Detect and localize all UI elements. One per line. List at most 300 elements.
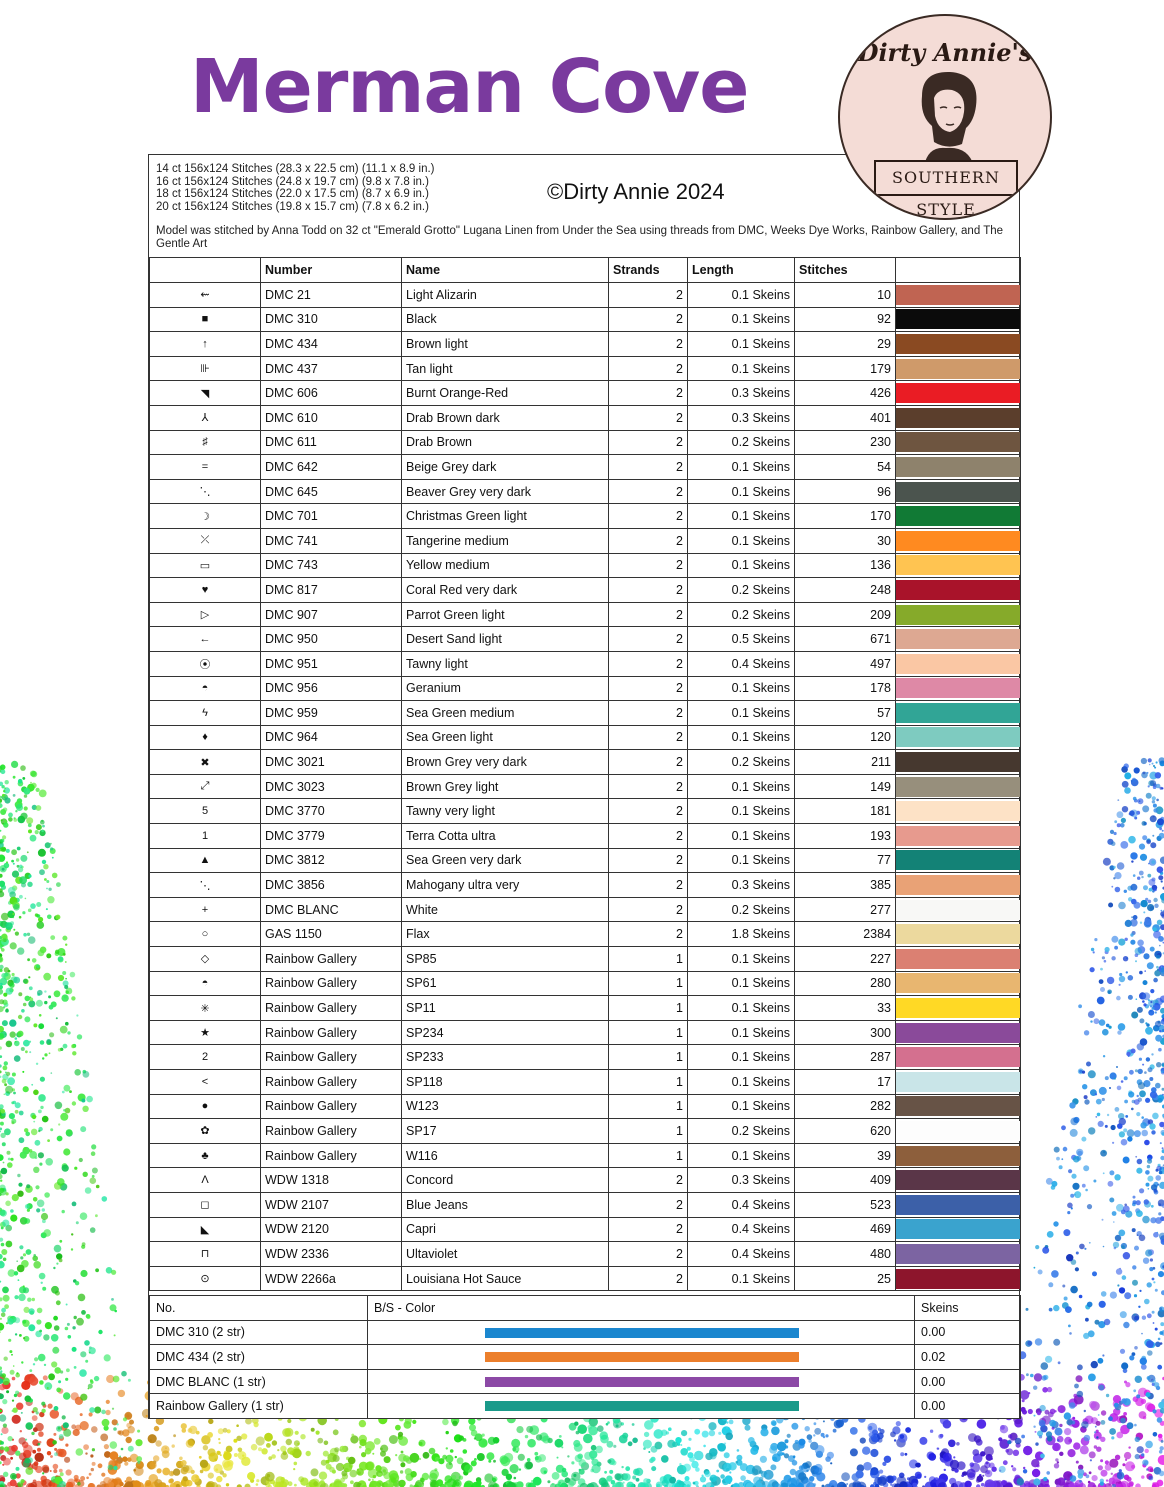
thread-length: 0.2 Skeins [688, 750, 795, 775]
color-swatch [896, 924, 1020, 944]
thread-row [150, 1143, 1021, 1168]
thread-name: Burnt Orange-Red [402, 381, 609, 406]
thread-row [150, 283, 1021, 308]
fabric-size-line: 16 ct 156x124 Stitches (24.8 x 19.7 cm) (9.8 x 7.8 in.) [156, 175, 429, 188]
bs-thread-number: DMC BLANC (1 str) [150, 1369, 368, 1394]
thread-strands: 2 [609, 602, 688, 627]
thread-number: DMC 610 [261, 405, 402, 430]
thread-name: Ultaviolet [402, 1242, 609, 1267]
thread-strands: 2 [609, 479, 688, 504]
thread-row [150, 553, 1021, 578]
thread-stitches: 277 [795, 897, 896, 922]
thread-strands: 1 [609, 1070, 688, 1095]
thread-number: DMC 951 [261, 651, 402, 676]
backstitch-line-swatch [485, 1352, 799, 1362]
thread-length: 0.1 Skeins [688, 971, 795, 996]
thread-stitches: 227 [795, 947, 896, 972]
thread-symbol: ⤫ [150, 528, 261, 553]
thread-swatch-cell [896, 922, 1021, 947]
thread-name: Louisiana Hot Sauce [402, 1266, 609, 1291]
thread-swatch-cell [896, 332, 1021, 357]
bs-color-header: B/S - Color [368, 1296, 915, 1321]
thread-row [150, 676, 1021, 701]
bs-skeins: 0.00 [915, 1394, 1021, 1419]
thread-strands: 2 [609, 307, 688, 332]
thread-length: 0.1 Skeins [688, 824, 795, 849]
fabric-size-line: 14 ct 156x124 Stitches (28.3 x 22.5 cm) (11.1 x 8.9 in.) [156, 163, 435, 175]
thread-length: 1.8 Skeins [688, 922, 795, 947]
thread-name: Geranium [402, 676, 609, 701]
fabric-size-line: 20 ct 156x124 Stitches (19.8 x 15.7 cm) (7.8 x 6.2 in.) [156, 200, 429, 213]
thread-stitches: 92 [795, 307, 896, 332]
thread-length: 0.1 Skeins [688, 676, 795, 701]
thread-row [150, 405, 1021, 430]
thread-symbol: ◥ [150, 381, 261, 406]
thread-strands: 2 [609, 774, 688, 799]
thread-stitches: 25 [795, 1266, 896, 1291]
thread-stitches: 426 [795, 381, 896, 406]
thread-symbol: ⋱ [150, 873, 261, 898]
color-swatch [896, 654, 1020, 674]
thread-row [150, 897, 1021, 922]
thread-swatch-cell [896, 356, 1021, 381]
thread-row [150, 455, 1021, 480]
thread-stitches: 181 [795, 799, 896, 824]
bs-thread-number: DMC 310 (2 str) [150, 1320, 368, 1345]
pattern-key-sheet [148, 154, 1020, 1419]
thread-symbol: ▷ [150, 602, 261, 627]
thread-number: DMC 3770 [261, 799, 402, 824]
thread-row [150, 1266, 1021, 1291]
thread-stitches: 193 [795, 824, 896, 849]
thread-symbol: ✿ [150, 1119, 261, 1144]
thread-name: Parrot Green light [402, 602, 609, 627]
thread-strands: 2 [609, 332, 688, 357]
thread-strands: 1 [609, 1119, 688, 1144]
thread-number: DMC 3856 [261, 873, 402, 898]
thread-stitches: 248 [795, 578, 896, 603]
thread-length: 0.1 Skeins [688, 455, 795, 480]
thread-row [150, 1020, 1021, 1045]
thread-name: Desert Sand light [402, 627, 609, 652]
thread-strands: 1 [609, 1045, 688, 1070]
color-swatch [896, 334, 1020, 354]
thread-row [150, 774, 1021, 799]
thread-symbol: ★ [150, 1020, 261, 1045]
color-swatch [896, 1121, 1020, 1141]
thread-symbol: ▭ [150, 553, 261, 578]
thread-name: Black [402, 307, 609, 332]
thread-length: 0.1 Skeins [688, 725, 795, 750]
thread-length: 0.4 Skeins [688, 651, 795, 676]
thread-row [150, 356, 1021, 381]
thread-stitches: 401 [795, 405, 896, 430]
thread-swatch-cell [896, 307, 1021, 332]
color-swatch [896, 359, 1020, 379]
thread-row [150, 1119, 1021, 1144]
thread-swatch-cell [896, 1119, 1021, 1144]
thread-symbol: ⊓ [150, 1242, 261, 1267]
backstitch-row [150, 1345, 1021, 1370]
thread-strands: 2 [609, 1242, 688, 1267]
thread-name: Brown Grey light [402, 774, 609, 799]
thread-length: 0.2 Skeins [688, 897, 795, 922]
color-swatch [896, 900, 1020, 920]
color-swatch [896, 1072, 1020, 1092]
thread-length: 0.3 Skeins [688, 381, 795, 406]
thread-stitches: 149 [795, 774, 896, 799]
thread-strands: 2 [609, 405, 688, 430]
thread-strands: 1 [609, 996, 688, 1021]
thread-swatch-cell [896, 1242, 1021, 1267]
color-swatch [896, 629, 1020, 649]
thread-swatch-cell [896, 774, 1021, 799]
thread-length: 0.1 Skeins [688, 848, 795, 873]
thread-stitches: 287 [795, 1045, 896, 1070]
thread-row [150, 750, 1021, 775]
number-header: Number [261, 258, 402, 283]
thread-swatch-cell [896, 725, 1021, 750]
thread-row [150, 307, 1021, 332]
thread-stitches: 2384 [795, 922, 896, 947]
thread-stitches: 409 [795, 1168, 896, 1193]
thread-number: DMC 701 [261, 504, 402, 529]
thread-row [150, 1168, 1021, 1193]
thread-strands: 2 [609, 725, 688, 750]
color-swatch [896, 555, 1020, 575]
color-swatch [896, 309, 1020, 329]
thread-swatch-cell [896, 381, 1021, 406]
thread-stitches: 170 [795, 504, 896, 529]
name-header: Name [402, 258, 609, 283]
thread-key-table [149, 257, 1021, 1291]
thread-length: 0.2 Skeins [688, 578, 795, 603]
table-header-row [150, 258, 1021, 283]
thread-name: Tawny very light [402, 799, 609, 824]
thread-symbol: ♣ [150, 1143, 261, 1168]
thread-swatch-cell [896, 1094, 1021, 1119]
bs-skeins: 0.00 [915, 1369, 1021, 1394]
thread-swatch-cell [896, 479, 1021, 504]
thread-symbol: ● [150, 1094, 261, 1119]
color-swatch [896, 973, 1020, 993]
thread-length: 0.1 Skeins [688, 996, 795, 1021]
color-swatch [896, 826, 1020, 846]
bs-thread-number: Rainbow Gallery (1 str) [150, 1394, 368, 1419]
thread-strands: 2 [609, 430, 688, 455]
color-swatch [896, 1219, 1020, 1239]
thread-length: 0.1 Skeins [688, 701, 795, 726]
thread-symbol: ϟ [150, 701, 261, 726]
thread-name: Concord [402, 1168, 609, 1193]
thread-strands: 2 [609, 528, 688, 553]
thread-swatch-cell [896, 750, 1021, 775]
thread-name: SP17 [402, 1119, 609, 1144]
thread-swatch-cell [896, 996, 1021, 1021]
thread-strands: 2 [609, 1217, 688, 1242]
thread-symbol: ⇜ [150, 283, 261, 308]
thread-length: 0.4 Skeins [688, 1217, 795, 1242]
backstitch-header-row [150, 1296, 1021, 1321]
thread-strands: 2 [609, 824, 688, 849]
color-swatch [896, 1146, 1020, 1166]
thread-length: 0.3 Skeins [688, 1168, 795, 1193]
thread-strands: 1 [609, 1143, 688, 1168]
thread-symbol: ♥ [150, 578, 261, 603]
thread-swatch-cell [896, 799, 1021, 824]
thread-swatch-cell [896, 430, 1021, 455]
thread-length: 0.1 Skeins [688, 356, 795, 381]
color-swatch [896, 1023, 1020, 1043]
thread-symbol: ⊪ [150, 356, 261, 381]
thread-strands: 2 [609, 504, 688, 529]
thread-symbol: ♦ [150, 725, 261, 750]
backstitch-line-swatch [485, 1401, 799, 1411]
thread-stitches: 300 [795, 1020, 896, 1045]
thread-row [150, 799, 1021, 824]
color-swatch [896, 383, 1020, 403]
thread-name: Sea Green light [402, 725, 609, 750]
thread-stitches: 620 [795, 1119, 896, 1144]
thread-stitches: 480 [795, 1242, 896, 1267]
thread-strands: 2 [609, 848, 688, 873]
thread-name: White [402, 897, 609, 922]
thread-stitches: 57 [795, 701, 896, 726]
thread-strands: 2 [609, 701, 688, 726]
thread-length: 0.1 Skeins [688, 504, 795, 529]
thread-stitches: 209 [795, 602, 896, 627]
thread-length: 0.1 Skeins [688, 307, 795, 332]
thread-row [150, 602, 1021, 627]
thread-name: SP85 [402, 947, 609, 972]
color-swatch [896, 457, 1020, 477]
thread-symbol: ← [150, 627, 261, 652]
thread-symbol: ■ [150, 307, 261, 332]
thread-number: WDW 2266a [261, 1266, 402, 1291]
thread-name: Mahogany ultra very [402, 873, 609, 898]
thread-row [150, 1192, 1021, 1217]
thread-number: DMC 3779 [261, 824, 402, 849]
thread-name: SP61 [402, 971, 609, 996]
thread-length: 0.1 Skeins [688, 1020, 795, 1045]
color-swatch [896, 531, 1020, 551]
thread-stitches: 77 [795, 848, 896, 873]
color-swatch [896, 678, 1020, 698]
thread-row [150, 578, 1021, 603]
thread-name: Sea Green medium [402, 701, 609, 726]
thread-swatch-cell [896, 1192, 1021, 1217]
thread-number: DMC 950 [261, 627, 402, 652]
color-swatch [896, 285, 1020, 305]
thread-symbol: ☽ [150, 504, 261, 529]
thread-symbol: Λ [150, 1168, 261, 1193]
thread-number: Rainbow Gallery [261, 1119, 402, 1144]
thread-swatch-cell [896, 701, 1021, 726]
thread-row [150, 947, 1021, 972]
bs-color-cell [368, 1369, 915, 1394]
thread-name: Terra Cotta ultra [402, 824, 609, 849]
thread-symbol: ✖ [150, 750, 261, 775]
color-swatch [896, 1195, 1020, 1215]
thread-swatch-cell [896, 1045, 1021, 1070]
thread-swatch-cell [896, 578, 1021, 603]
thread-number: Rainbow Gallery [261, 971, 402, 996]
thread-symbol: ◣ [150, 1217, 261, 1242]
thread-strands: 2 [609, 1266, 688, 1291]
thread-strands: 2 [609, 651, 688, 676]
thread-name: SP11 [402, 996, 609, 1021]
thread-stitches: 10 [795, 283, 896, 308]
thread-swatch-cell [896, 504, 1021, 529]
bs-thread-number: DMC 434 (2 str) [150, 1345, 368, 1370]
color-swatch [896, 506, 1020, 526]
thread-stitches: 523 [795, 1192, 896, 1217]
symbol-header [150, 258, 261, 283]
bs-skeins-header: Skeins [915, 1296, 1021, 1321]
color-swatch [896, 408, 1020, 428]
thread-number: DMC 21 [261, 283, 402, 308]
thread-length: 0.5 Skeins [688, 627, 795, 652]
thread-number: DMC 3021 [261, 750, 402, 775]
thread-stitches: 497 [795, 651, 896, 676]
thread-row [150, 1217, 1021, 1242]
logo-brand: Dirty Annie's [857, 38, 1033, 67]
thread-length: 0.2 Skeins [688, 602, 795, 627]
thread-stitches: 33 [795, 996, 896, 1021]
thread-strands: 2 [609, 922, 688, 947]
color-swatch [896, 703, 1020, 723]
thread-row [150, 627, 1021, 652]
thread-length: 0.1 Skeins [688, 1094, 795, 1119]
thread-name: Tawny light [402, 651, 609, 676]
thread-length: 0.1 Skeins [688, 528, 795, 553]
thread-swatch-cell [896, 1266, 1021, 1291]
backstitch-table [149, 1295, 1021, 1419]
thread-stitches: 136 [795, 553, 896, 578]
thread-strands: 2 [609, 578, 688, 603]
thread-name: Tan light [402, 356, 609, 381]
thread-row [150, 848, 1021, 873]
thread-row [150, 701, 1021, 726]
thread-symbol: ⦿ [150, 651, 261, 676]
thread-number: DMC 437 [261, 356, 402, 381]
thread-symbol: ◇ [150, 947, 261, 972]
thread-swatch-cell [896, 947, 1021, 972]
woman-portrait-icon [902, 66, 992, 166]
thread-swatch-cell [896, 1020, 1021, 1045]
bs-color-cell [368, 1394, 915, 1419]
thread-strands: 2 [609, 1192, 688, 1217]
color-swatch [896, 580, 1020, 600]
thread-stitches: 671 [795, 627, 896, 652]
thread-stitches: 179 [795, 356, 896, 381]
thread-name: SP118 [402, 1070, 609, 1095]
thread-strands: 2 [609, 553, 688, 578]
thread-length: 0.2 Skeins [688, 430, 795, 455]
thread-number: WDW 2120 [261, 1217, 402, 1242]
backstitch-line-swatch [485, 1328, 799, 1338]
thread-symbol: ○ [150, 922, 261, 947]
thread-name: Yellow medium [402, 553, 609, 578]
thread-swatch-cell [896, 1217, 1021, 1242]
thread-row [150, 1070, 1021, 1095]
thread-number: DMC 434 [261, 332, 402, 357]
thread-number: DMC 310 [261, 307, 402, 332]
thread-stitches: 211 [795, 750, 896, 775]
thread-swatch-cell [896, 651, 1021, 676]
thread-swatch-cell [896, 283, 1021, 308]
thread-number: DMC 956 [261, 676, 402, 701]
thread-name: Beaver Grey very dark [402, 479, 609, 504]
backstitch-line-swatch [485, 1377, 799, 1387]
thread-stitches: 120 [795, 725, 896, 750]
thread-swatch-cell [896, 1070, 1021, 1095]
logo-banner: SOUTHERN STYLE [874, 160, 1018, 196]
backstitch-row [150, 1320, 1021, 1345]
thread-length: 0.1 Skeins [688, 1143, 795, 1168]
color-swatch [896, 998, 1020, 1018]
thread-symbol: ✳ [150, 996, 261, 1021]
thread-strands: 2 [609, 455, 688, 480]
thread-name: Capri [402, 1217, 609, 1242]
thread-name: Blue Jeans [402, 1192, 609, 1217]
thread-symbol: ♯ [150, 430, 261, 455]
thread-stitches: 282 [795, 1094, 896, 1119]
thread-name: Brown light [402, 332, 609, 357]
thread-name: Drab Brown dark [402, 405, 609, 430]
thread-swatch-cell [896, 971, 1021, 996]
color-swatch [896, 727, 1020, 747]
thread-number: Rainbow Gallery [261, 1070, 402, 1095]
model-note: Model was stitched by Anna Todd on 32 ct "Emerald Grotto" Lugana Linen from Under the Sea using threads from DMC, Weeks Dye Works, Rainbow Gallery, and The Gentle Art [156, 225, 1004, 250]
thread-number: DMC 642 [261, 455, 402, 480]
color-swatch [896, 1244, 1020, 1264]
thread-length: 0.1 Skeins [688, 774, 795, 799]
thread-name: SP233 [402, 1045, 609, 1070]
thread-number: DMC 645 [261, 479, 402, 504]
thread-row [150, 1045, 1021, 1070]
thread-number: Rainbow Gallery [261, 1094, 402, 1119]
thread-name: W123 [402, 1094, 609, 1119]
thread-symbol: 2 [150, 1045, 261, 1070]
thread-name: Christmas Green light [402, 504, 609, 529]
thread-symbol: ⅄ [150, 405, 261, 430]
color-header [896, 258, 1021, 283]
thread-stitches: 54 [795, 455, 896, 480]
thread-number: Rainbow Gallery [261, 1020, 402, 1045]
copyright-text: ©Dirty Annie 2024 [547, 179, 725, 204]
thread-row [150, 725, 1021, 750]
thread-stitches: 29 [795, 332, 896, 357]
thread-stitches: 230 [795, 430, 896, 455]
color-swatch [896, 432, 1020, 452]
color-swatch [896, 752, 1020, 772]
thread-name: Drab Brown [402, 430, 609, 455]
thread-symbol: = [150, 455, 261, 480]
thread-number: DMC 606 [261, 381, 402, 406]
thread-name: Beige Grey dark [402, 455, 609, 480]
thread-row [150, 504, 1021, 529]
color-swatch [896, 1047, 1020, 1067]
thread-symbol: ◓ [150, 971, 261, 996]
color-swatch [896, 875, 1020, 895]
color-swatch [896, 801, 1020, 821]
thread-symbol: + [150, 897, 261, 922]
thread-number: DMC 3023 [261, 774, 402, 799]
thread-number: DMC 3812 [261, 848, 402, 873]
bs-no-header: No. [150, 1296, 368, 1321]
thread-row [150, 1242, 1021, 1267]
